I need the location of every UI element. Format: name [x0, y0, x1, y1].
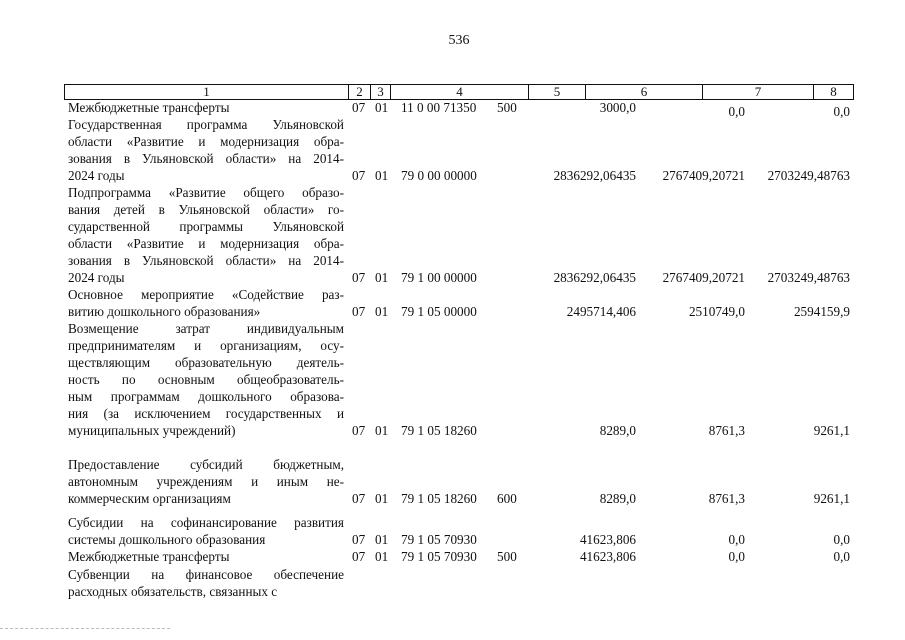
subchapter-code: 01 — [375, 304, 389, 319]
description-line: 2024 годы — [68, 270, 125, 285]
subchapter-code: 01 — [375, 270, 389, 285]
amount-year-2: 8761,3 — [708, 491, 745, 506]
expense-type-code: 500 — [497, 100, 517, 115]
description-line: системы дошкольного образования — [68, 532, 266, 547]
amount-year-2: 2767409,20721 — [662, 168, 745, 183]
footnote-separator — [0, 628, 170, 629]
amount-year-3: 0,0 — [833, 549, 850, 564]
description-line: автономным учреждениям и иным не- — [68, 474, 344, 489]
chapter-code: 07 — [352, 549, 366, 564]
row-description — [68, 456, 344, 507]
row-description — [68, 566, 344, 600]
header-col-2: 2 — [356, 84, 363, 99]
subchapter-code: 01 — [375, 491, 389, 506]
amount-year-1: 2836292,06435 — [553, 270, 636, 285]
amount-year-3: 0,0 — [833, 104, 850, 119]
description-line: сударственной программы Ульяновской — [68, 219, 344, 234]
description-line: области «Развитие и модернизация обра- — [68, 134, 344, 149]
header-col-4: 4 — [456, 84, 463, 99]
description-line: Межбюджетные трансферты — [68, 100, 230, 115]
chapter-code: 07 — [352, 532, 366, 547]
expense-type-code: 600 — [497, 491, 517, 506]
description-line: расходных обязательств, связанных с — [68, 584, 278, 599]
description-line: Основное мероприятие «Содействие раз- — [68, 287, 344, 302]
amount-year-3: 9261,1 — [813, 491, 850, 506]
page-number: 536 — [448, 33, 470, 48]
amount-year-3: 2594159,9 — [793, 304, 850, 319]
amount-year-1: 2495714,406 — [566, 304, 636, 319]
subchapter-code: 01 — [375, 549, 389, 564]
row-description — [68, 286, 344, 320]
row-description — [68, 320, 344, 439]
target-article-code: 79 1 05 70930 — [401, 532, 477, 547]
amount-year-1: 8289,0 — [599, 491, 636, 506]
row-description — [68, 548, 344, 565]
description-line: ным программам дошкольного образова- — [68, 389, 344, 404]
description-line: Государственная программа Ульяновской — [68, 117, 344, 132]
amount-year-1: 41623,806 — [579, 532, 636, 547]
row-description — [68, 514, 344, 548]
amount-year-2: 0,0 — [728, 532, 745, 547]
target-article-code: 79 1 00 00000 — [401, 270, 477, 285]
subchapter-code: 01 — [375, 168, 389, 183]
table-header — [64, 84, 854, 100]
amount-year-1: 41623,806 — [579, 549, 636, 564]
row-description — [68, 184, 344, 286]
row-description — [68, 116, 344, 184]
subchapter-code: 01 — [375, 100, 389, 115]
target-article-code: 79 0 00 00000 — [401, 168, 477, 183]
description-line: предпринимателям и организациям, осу- — [68, 338, 344, 353]
description-line: Подпрограмма «Развитие общего образо- — [68, 185, 344, 200]
description-line: Межбюджетные трансферты — [68, 549, 230, 564]
header-col-6: 6 — [640, 84, 648, 99]
header-col-5: 5 — [553, 84, 561, 99]
header-col-8: 8 — [830, 84, 837, 99]
expense-type-code: 500 — [497, 549, 517, 564]
amount-year-1: 2836292,06435 — [553, 168, 636, 183]
chapter-code: 07 — [352, 304, 366, 319]
description-line: ность по основным общеобразователь- — [68, 372, 344, 387]
description-line: Предоставление субсидий бюджетным, — [68, 457, 344, 472]
description-line: Субвенции на финансовое обеспечение — [68, 567, 344, 582]
header-col-3: 3 — [377, 84, 384, 99]
amount-year-2: 2767409,20721 — [662, 270, 745, 285]
description-line: ществляющим образовательную деятель- — [68, 355, 344, 370]
chapter-code: 07 — [352, 491, 366, 506]
header-col-1: 1 — [203, 84, 210, 99]
chapter-code: 07 — [352, 423, 366, 438]
amount-year-1: 8289,0 — [599, 423, 636, 438]
amount-year-3: 0,0 — [833, 532, 850, 547]
description-line: витию дошкольного образования» — [68, 304, 261, 319]
chapter-code: 07 — [352, 270, 366, 285]
amount-year-3: 2703249,48763 — [767, 270, 850, 285]
description-line: Субсидии на софинансирование развития — [68, 515, 344, 530]
target-article-code: 79 1 05 70930 — [401, 549, 477, 564]
description-line: муниципальных учреждений) — [68, 423, 236, 438]
amount-year-1: 3000,0 — [599, 100, 636, 115]
chapter-code: 07 — [352, 168, 366, 183]
header-col-7: 7 — [754, 84, 762, 99]
amount-year-3: 9261,1 — [813, 423, 850, 438]
description-line: коммерческим организациям — [68, 491, 231, 506]
target-article-code: 11 0 00 71350 — [401, 100, 477, 115]
description-line: ния (за исключением государственных и — [68, 406, 344, 421]
description-line: области «Развитие и модернизация обра- — [68, 236, 344, 251]
target-article-code: 79 1 05 18260 — [401, 423, 477, 438]
amount-year-2: 8761,3 — [708, 423, 745, 438]
target-article-code: 79 1 05 18260 — [401, 491, 477, 506]
amount-year-3: 2703249,48763 — [767, 168, 850, 183]
row-description — [68, 99, 344, 116]
subchapter-code: 01 — [375, 423, 389, 438]
amount-year-2: 0,0 — [728, 549, 745, 564]
description-line: зования в Ульяновской области» на 2014- — [68, 151, 344, 166]
description-line: Возмещение затрат индивидуальным — [68, 321, 344, 336]
subchapter-code: 01 — [375, 532, 389, 547]
target-article-code: 79 1 05 00000 — [401, 304, 477, 319]
chapter-code: 07 — [352, 100, 366, 115]
amount-year-2: 2510749,0 — [688, 304, 745, 319]
description-line: вания детей в Ульяновской области» го- — [68, 202, 344, 217]
description-line: зования в Ульяновской области» на 2014- — [68, 253, 344, 268]
amount-year-2: 0,0 — [728, 104, 745, 119]
description-line: 2024 годы — [68, 168, 125, 183]
